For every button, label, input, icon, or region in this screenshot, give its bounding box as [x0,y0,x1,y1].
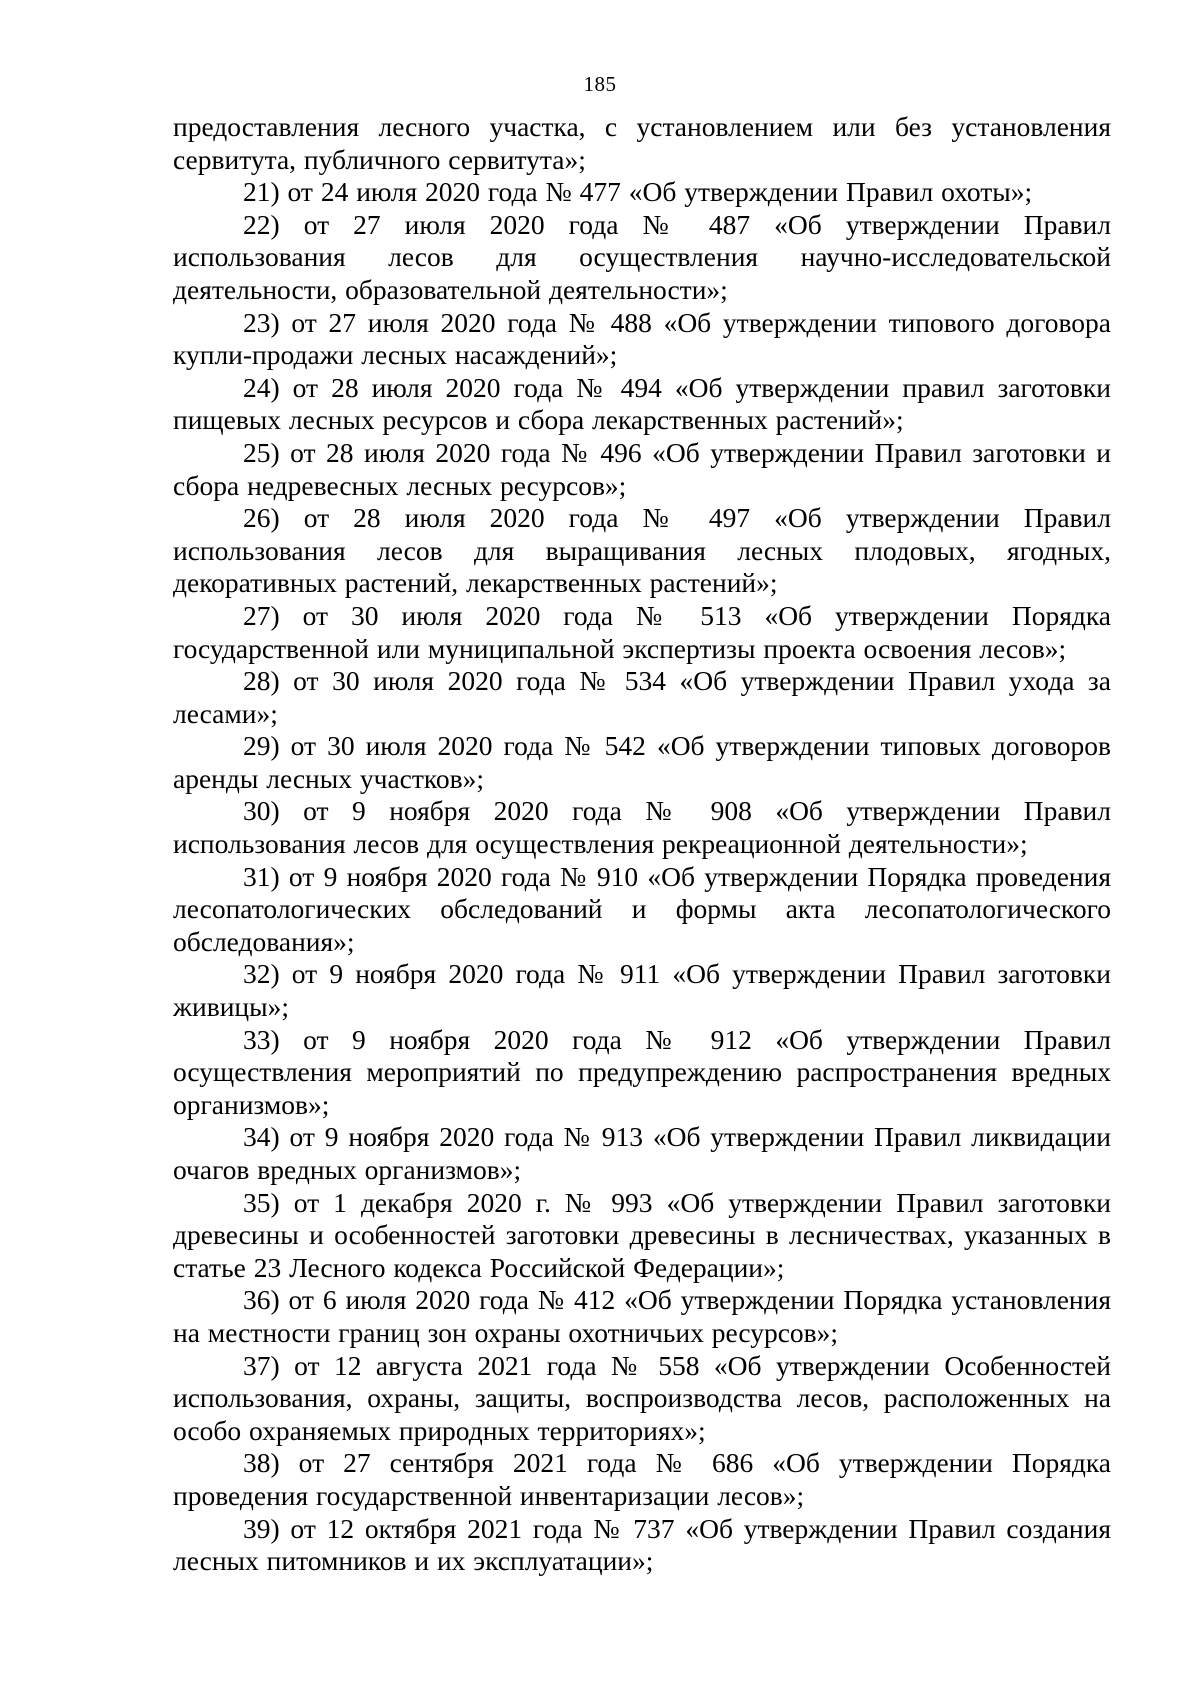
document-body [173,111,1111,1578]
list-item-33: 33) от 9 ноября 2020 года № 912 «Об утверждении Правил осуществления мероприятий по предупреждению распространения вредных организмов»; [173,1023,1111,1120]
page-number: 185 [583,72,617,96]
list-item-31: 31) от 9 ноября 2020 года № 910 «Об утверждении Порядка проведения лесопатологических обследований и формы акта лесопатологического обследования»; [173,860,1111,957]
list-item-28: 28) от 30 июля 2020 года № 534 «Об утверждении Правил ухода за лесами»; [173,665,1111,729]
list-item-39: 39) от 12 октября 2021 года № 737 «Об утверждении Правил создания лесных питомников и их эксплуатации»; [173,1512,1111,1577]
list-item-26: 26) от 28 июля 2020 года № 497 «Об утверждении Правил использования лесов для выращивания лесных плодовых, ягодных, декоративных растений, лекарственных растений»; [173,502,1111,599]
list-item-25: 25) от 28 июля 2020 года № 496 «Об утверждении Правил заготовки и сбора недревесных лесных ресурсов»; [173,436,1111,501]
list-item-22: 22) от 27 июля 2020 года № 487 «Об утверждении Правил использования лесов для осуществления научно-исследовательской деятельности, образовательной деятельности»; [173,208,1111,305]
list-item-30: 30) от 9 ноября 2020 года № 908 «Об утверждении Правил использования лесов для осуществления рекреационной деятельности»; [173,795,1111,860]
lead-paragraph: предоставления лесного участка, с установлением или без установления сервитута, публичного сервитута»; [173,111,1111,175]
list-item-27: 27) от 30 июля 2020 года № 513 «Об утверждении Порядка государственной или муниципальной экспертизы проекта освоения лесов»; [173,599,1111,664]
list-item-21: 21) от 24 июля 2020 года № 477 «Об утверждении Правил охоты»; [243,176,1033,208]
list-item-24: 24) от 28 июля 2020 года № 494 «Об утверждении правил заготовки пищевых лесных ресурсов и сбора лекарственных растений»; [173,371,1111,436]
list-item-32: 32) от 9 ноября 2020 года № 911 «Об утверждении Правил заготовки живицы»; [173,958,1111,1023]
list-item-36: 36) от 6 июля 2020 года № 412 «Об утверждении Порядка установления на местности границ зон охраны охотничьих ресурсов»; [173,1284,1111,1348]
list-item-37: 37) от 12 августа 2021 года № 558 «Об утверждении Особенностей использования, охраны, защиты, воспроизводства лесов, расположенных на особо охраняемых природных территориях»; [173,1349,1111,1446]
list-item-23: 23) от 27 июля 2020 года № 488 «Об утверждении типового договора купли-продажи лесных насаждений»; [173,306,1111,371]
list-item-35: 35) от 1 декабря 2020 г. № 993 «Об утверждении Правил заготовки древесины и особенностей заготовки древесины в лесничествах, указанных в статье 23 Лесного кодекса Российской Федерации»; [173,1186,1111,1283]
list-item-29: 29) от 30 июля 2020 года № 542 «Об утверждении типовых договоров аренды лесных участков»; [173,730,1111,794]
list-item-38: 38) от 27 сентября 2021 года № 686 «Об утверждении Порядка проведения государственной инвентаризации лесов»; [173,1447,1111,1511]
list-item-34: 34) от 9 ноября 2020 года № 913 «Об утверждении Правил ликвидации очагов вредных организмов»; [173,1121,1111,1185]
